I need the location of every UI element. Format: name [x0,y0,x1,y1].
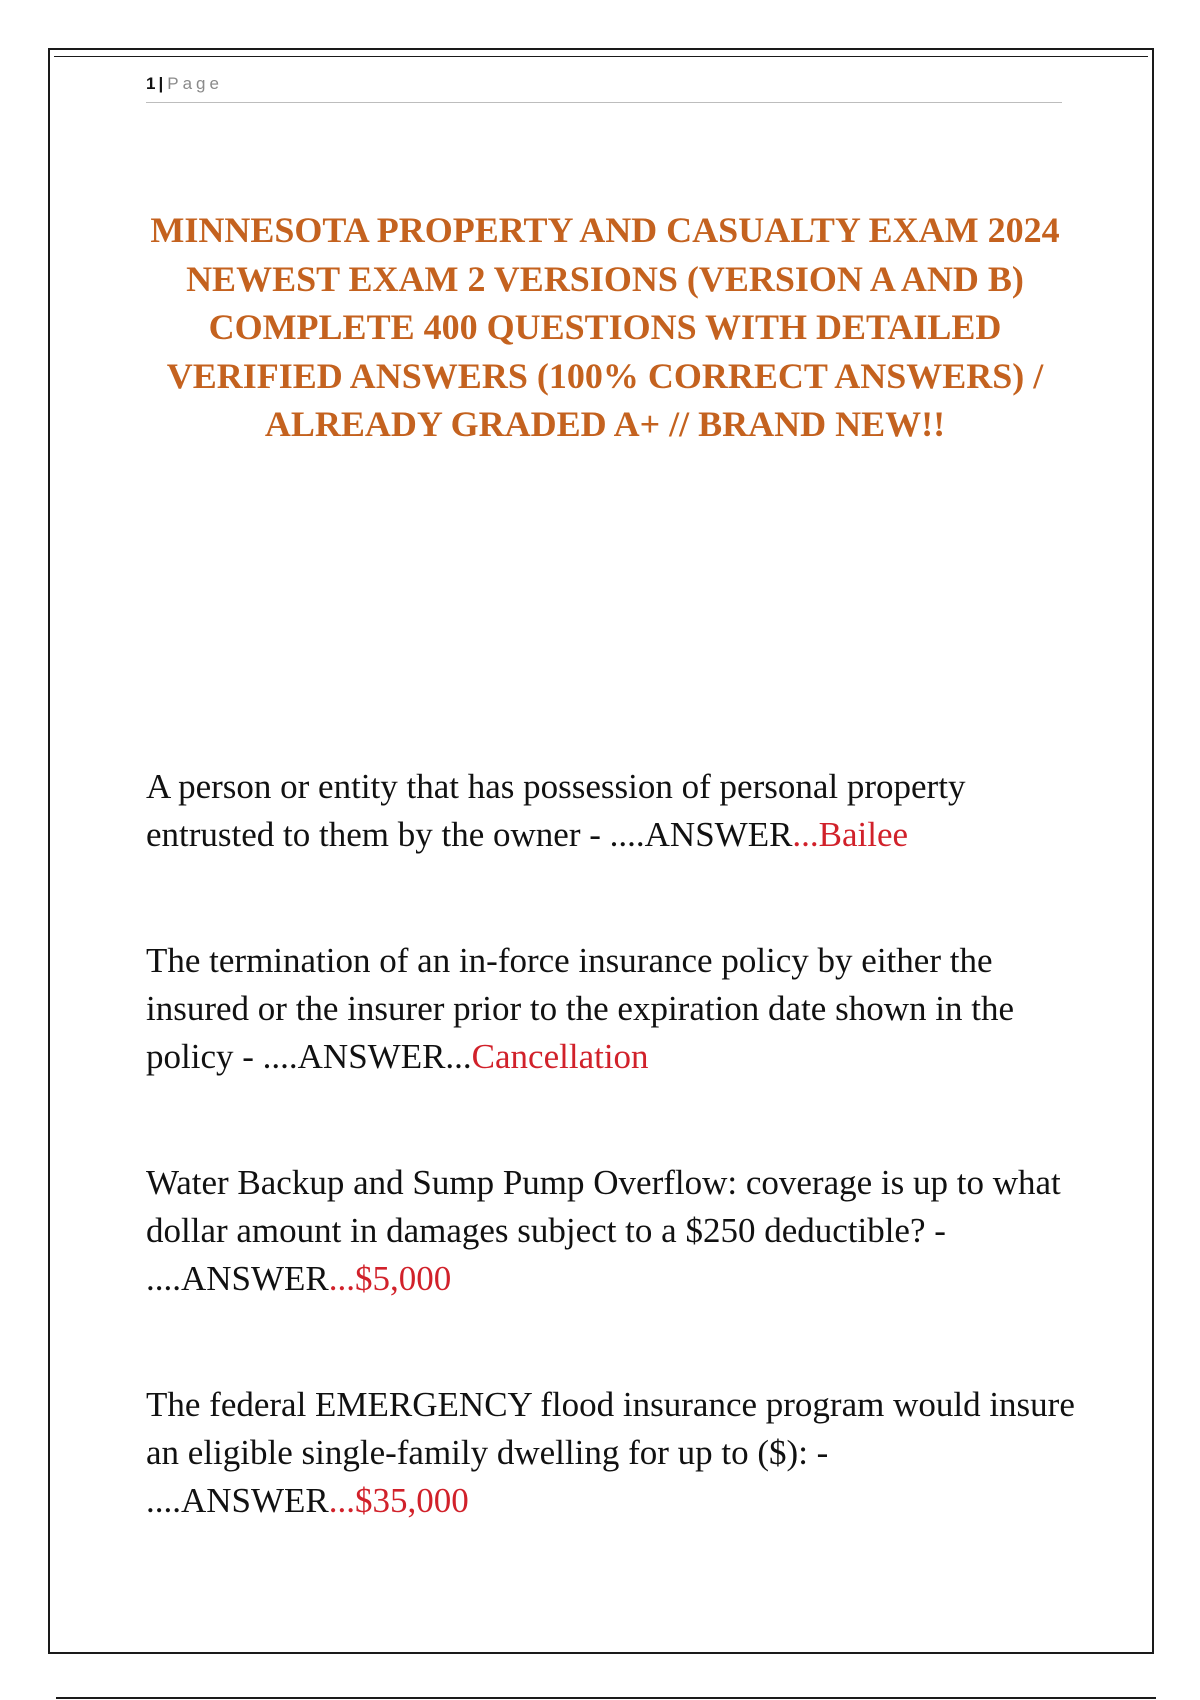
question-text: The termination of an in-force insurance policy by either the insured or the insurer prior to the expiration date shown in the policy - [146,941,1014,1076]
page-separator: | [158,74,164,93]
answer-text: ...$35,000 [328,1481,469,1520]
question-text: A person or entity that has possession of personal property entrusted to them by the owner - [146,767,966,854]
answer-marker: ....ANSWER [146,1259,329,1298]
answer-text: ...Bailee [792,815,909,854]
document-title: MINNESOTA PROPERTY AND CASUALTY EXAM 2024 NEWEST EXAM 2 VERSIONS (VERSION A AND B) COMPLETE 400 QUESTIONS WITH DETAILED VERIFIED ANSWERS (100% CORRECT ANSWERS) / ALREADY GRADED A+ // BRAND NEW!! [150,210,1060,444]
answer-text: ...$5,000 [328,1259,452,1298]
question-text: The federal EMERGENCY flood insurance program would insure an eligible single-family dwelling for up to ($): - [146,1385,1075,1472]
page-header [146,72,1062,103]
question-text: Water Backup and Sump Pump Overflow: coverage is up to what dollar amount in damages subject to a $250 deductible? - [146,1163,1061,1250]
page-number: 1 [146,74,156,93]
answer-marker: ....ANSWER... [262,1037,472,1076]
answer-marker: ....ANSWER [609,815,793,854]
answer-marker: ....ANSWER [146,1481,329,1520]
next-page-border [56,1697,1156,1699]
question-item [146,1381,1076,1525]
question-item [146,1159,1076,1303]
page-word: Page [167,74,223,93]
question-item [146,763,1076,859]
question-item [146,937,1076,1081]
answer-text: Cancellation [471,1037,649,1076]
question-list [146,763,1076,1525]
